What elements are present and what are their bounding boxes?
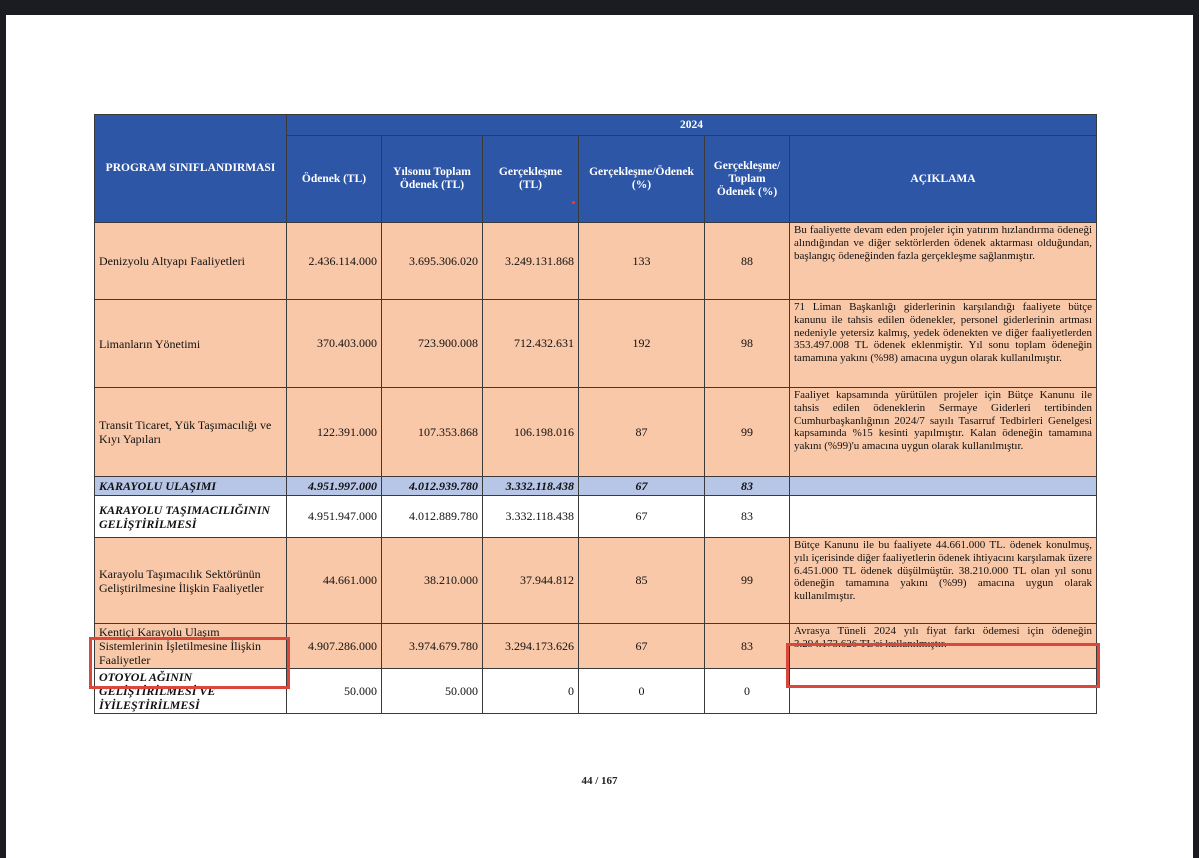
cell-aciklama — [790, 496, 1097, 538]
cell-ger-toplam: 99 — [705, 388, 790, 477]
cell-yilsonu: 4.012.889.780 — [382, 496, 483, 538]
cell-odenek: 44.661.000 — [287, 538, 382, 624]
cell-yilsonu: 107.353.868 — [382, 388, 483, 477]
table-row-program — [95, 496, 1097, 538]
table-row — [95, 538, 1097, 624]
cell-ger-odenek: 0 — [579, 669, 705, 714]
cell-odenek: 4.951.997.000 — [287, 477, 382, 496]
document-page — [6, 15, 1193, 858]
cell-gerceklesme: 37.944.812 — [483, 538, 579, 624]
cell-gerceklesme: 3.294.173.626 — [483, 624, 579, 669]
highlight-box-row-name — [89, 637, 290, 689]
cell-ger-odenek: 67 — [579, 624, 705, 669]
cell-odenek: 370.403.000 — [287, 300, 382, 388]
cell-aciklama: Bu faaliyette devam eden projeler için yatırım hızlandırma ödeneği alındığından ve diğer sektörlerden ödenek aktarması olduğundan, başlangıç ödeneğinden fazla gerçekleşme sağlanmıştır. — [790, 223, 1097, 300]
row-name: KARAYOLU ULAŞIMI — [95, 477, 287, 496]
table-row — [95, 223, 1097, 300]
page-number: 44 / 167 — [581, 775, 618, 787]
cell-ger-odenek: 192 — [579, 300, 705, 388]
col-header-year: 2024 — [287, 115, 1097, 136]
cell-ger-toplam: 99 — [705, 538, 790, 624]
row-name: Transit Ticaret, Yük Taşımacılığı ve Kıyı Yapıları — [95, 388, 287, 477]
cell-aciklama: Faaliyet kapsamında yürütülen projeler için Bütçe Kanunu ile tahsis edilen ödeneklerin Sermaye Giderleri tertibinden Cumhurbaşkanlığının 2024/7 sayılı Tasarruf Tedbirleri Genelgesi kapsamında %15 kesinti yapılmıştır. Kalan ödeneğin tamamına yakını (%99)'u amacına uygun olarak kullanılmıştır. — [790, 388, 1097, 477]
cell-ger-odenek: 67 — [579, 477, 705, 496]
cell-yilsonu: 723.900.008 — [382, 300, 483, 388]
budget-table — [94, 114, 1097, 714]
cell-aciklama: 71 Liman Başkanlığı giderlerinin karşılandığı faaliyete bütçe kanunu ile tahsis edilen ödenekler, personel giderlerinin artması nedeniyle yetersiz kalmış, yedek ödenekten ve diğer faaliyetlerden 353.497.008 TL ödenek eklenmiştir. Yıl sonu toplam ödeneğin tamamına yakını (%98) amacına uygun olarak kullanılmıştır. — [790, 300, 1097, 388]
cell-yilsonu: 38.210.000 — [382, 538, 483, 624]
row-name: Karayolu Taşımacılık Sektörünün Geliştirilmesine İlişkin Faaliyetler — [95, 538, 287, 624]
table-row — [95, 300, 1097, 388]
cell-ger-toplam: 98 — [705, 300, 790, 388]
table-row — [95, 388, 1097, 477]
cell-yilsonu: 3.974.679.780 — [382, 624, 483, 669]
cell-ger-toplam: 83 — [705, 496, 790, 538]
cell-yilsonu: 50.000 — [382, 669, 483, 714]
cell-aciklama — [790, 477, 1097, 496]
cell-aciklama: Bütçe Kanunu ile bu faaliyete 44.661.000 TL. ödenek konulmuş, yılı içerisinde diğer faaliyetlerin ödenek ihtiyacını karşılamak üzere 6.451.000 TL ödenek düşülmüştür. 38.210.000 TL olan yıl sonu ödeneğin tamamına yakını (%99) amacına uygun olarak kullanılmıştır. — [790, 538, 1097, 624]
cell-ger-toplam: 0 — [705, 669, 790, 714]
cell-gerceklesme: 106.198.016 — [483, 388, 579, 477]
row-name: Limanların Yönetimi — [95, 300, 287, 388]
col-header-yilsonu: Yılsonu Toplam Ödenek (TL) — [382, 136, 483, 223]
row-name: Denizyolu Altyapı Faaliyetleri — [95, 223, 287, 300]
cell-ger-odenek: 67 — [579, 496, 705, 538]
col-header-ger-toplam: Gerçekleşme/ Toplam Ödenek (%) — [705, 136, 790, 223]
cell-gerceklesme: 3.332.118.438 — [483, 496, 579, 538]
cell-ger-odenek: 87 — [579, 388, 705, 477]
cell-odenek: 4.951.947.000 — [287, 496, 382, 538]
cell-odenek: 4.907.286.000 — [287, 624, 382, 669]
cell-aciklama: Avrasya Tüneli 2024 yılı fiyat farkı ödemesi için ödeneğin 3.294.173.626 TL'si kullanılmıştır. — [790, 624, 1097, 669]
highlight-box-description — [786, 643, 1100, 688]
cell-ger-odenek: 133 — [579, 223, 705, 300]
cell-gerceklesme: 712.432.631 — [483, 300, 579, 388]
cell-yilsonu: 3.695.306.020 — [382, 223, 483, 300]
row-name: Kentiçi Karayolu Ulaşım Sistemlerinin İşletilmesine İlişkin Faaliyetler — [95, 624, 287, 669]
cell-odenek: 2.436.114.000 — [287, 223, 382, 300]
cell-gerceklesme: 0 — [483, 669, 579, 714]
cell-ger-toplam: 88 — [705, 223, 790, 300]
row-name: KARAYOLU TAŞIMACILIĞININ GELİŞTİRİLMESİ — [95, 496, 287, 538]
red-dot-mark — [572, 201, 575, 204]
cell-yilsonu: 4.012.939.780 — [382, 477, 483, 496]
col-header-gerceklesme: Gerçekleşme (TL) — [483, 136, 579, 223]
cell-ger-toplam: 83 — [705, 477, 790, 496]
cell-odenek: 50.000 — [287, 669, 382, 714]
header-row-year — [95, 115, 1097, 136]
col-header-odenek: Ödenek (TL) — [287, 136, 382, 223]
col-header-ger-odenek: Gerçekleşme/Ödenek (%) — [579, 136, 705, 223]
cell-ger-toplam: 83 — [705, 624, 790, 669]
cell-gerceklesme: 3.249.131.868 — [483, 223, 579, 300]
cell-ger-odenek: 85 — [579, 538, 705, 624]
table-row-summary — [95, 477, 1097, 496]
cell-gerceklesme: 3.332.118.438 — [483, 477, 579, 496]
row-name: OTOYOL AĞININ GELİŞTİRİLMESİ VE İYİLEŞTİRİLMESİ — [95, 669, 287, 714]
cell-odenek: 122.391.000 — [287, 388, 382, 477]
col-header-program: PROGRAM SINIFLANDIRMASI — [95, 115, 287, 223]
col-header-aciklama: AÇIKLAMA — [790, 136, 1097, 223]
